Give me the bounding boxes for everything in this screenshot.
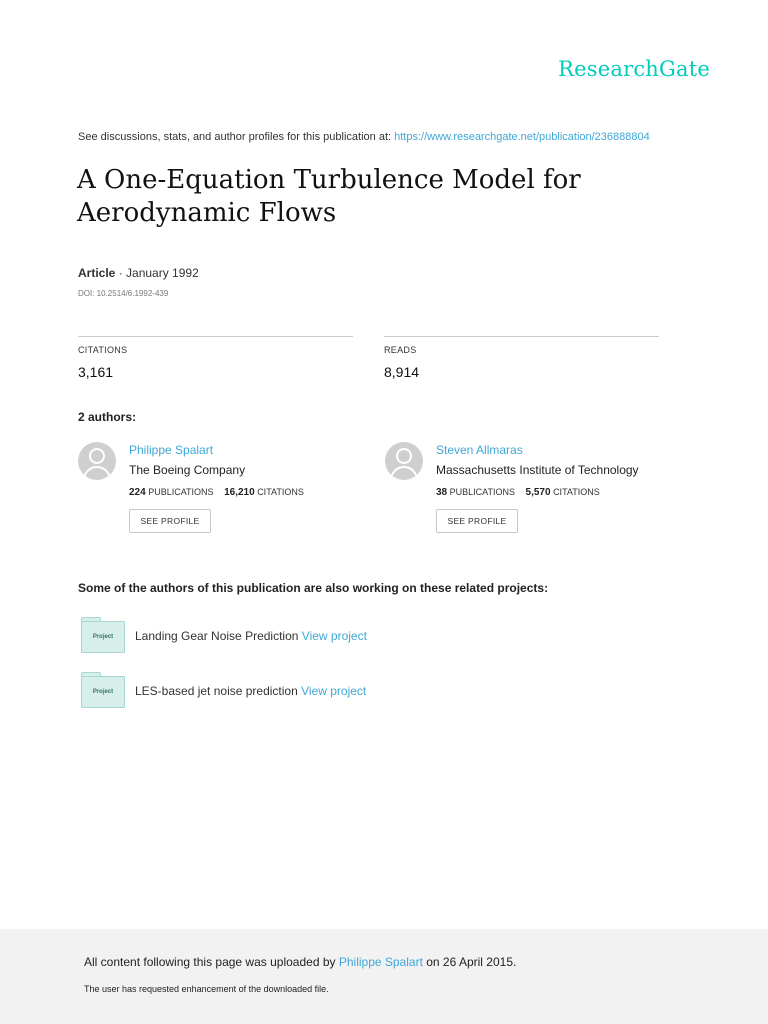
citation-count: 5,570	[525, 487, 551, 498]
publication-count: 224	[129, 487, 146, 498]
citation-count-label: CITATIONS	[257, 487, 304, 497]
author-name-link[interactable]: Philippe Spalart	[129, 443, 214, 457]
publication-date: · January 1992	[115, 266, 199, 280]
author-stats	[129, 487, 304, 498]
publication-meta	[78, 266, 199, 280]
citation-count-label: CITATIONS	[553, 487, 600, 497]
author-card	[78, 442, 368, 542]
publication-url-link[interactable]: https://www.researchgate.net/publication/236888804	[394, 131, 650, 143]
see-profile-button[interactable]: SEE PROFILE	[436, 509, 518, 533]
citations-stat	[78, 336, 353, 380]
author-name-link[interactable]: Steven Allmaras	[436, 443, 523, 457]
author-stats	[436, 487, 600, 498]
authors-heading: 2 authors:	[78, 410, 137, 424]
researchgate-logo[interactable]: ResearchGate	[558, 57, 710, 81]
publication-count: 38	[436, 487, 448, 498]
view-project-link[interactable]: View project	[301, 629, 367, 643]
reads-stat	[384, 336, 659, 380]
person-silhouette-icon[interactable]	[78, 442, 116, 480]
publication-count-label: PUBLICATIONS	[148, 487, 214, 497]
publication-count-label: PUBLICATIONS	[449, 487, 515, 497]
doi: DOI: 10.2514/6.1992-439	[78, 289, 169, 298]
project-item	[81, 672, 481, 708]
project-name: Landing Gear Noise Prediction	[135, 629, 299, 643]
publication-title: A One-Equation Turbulence Model for Aerodynamic Flows	[77, 165, 581, 228]
project-item	[81, 617, 481, 653]
author-institution: The Boeing Company	[129, 463, 246, 477]
upload-line	[84, 955, 516, 969]
source-prefix: See discussions, stats, and author profiles for this publication at:	[78, 131, 392, 143]
enhancement-notice: The user has requested enhancement of the downloaded file.	[84, 984, 329, 994]
reads-value: 8,914	[384, 364, 420, 380]
project-name: LES-based jet noise prediction	[135, 684, 298, 698]
citation-count: 16,210	[224, 487, 255, 498]
see-profile-button[interactable]: SEE PROFILE	[129, 509, 211, 533]
uploader-link[interactable]: Philippe Spalart	[338, 955, 423, 969]
folder-icon	[81, 672, 125, 708]
upload-suffix: on 26 April 2015.	[426, 955, 517, 969]
folder-icon	[81, 617, 125, 653]
related-projects-heading: Some of the authors of this publication are also working on these related projects:	[78, 581, 549, 595]
view-project-link[interactable]: View project	[301, 684, 367, 698]
folder-icon-label: Project	[92, 689, 114, 695]
project-text	[135, 629, 367, 643]
reads-label: READS	[384, 345, 417, 355]
citations-label: CITATIONS	[78, 345, 128, 355]
project-text	[135, 684, 366, 698]
author-institution: Massachusetts Institute of Technology	[436, 463, 639, 477]
folder-icon-label: Project	[92, 634, 114, 640]
footer-panel	[0, 929, 768, 1024]
citations-value: 3,161	[78, 364, 114, 380]
upload-prefix: All content following this page was uploaded by	[84, 955, 336, 969]
publication-type: Article	[78, 266, 116, 280]
source-line	[78, 131, 650, 143]
person-silhouette-icon[interactable]	[385, 442, 423, 480]
author-card	[385, 442, 675, 542]
